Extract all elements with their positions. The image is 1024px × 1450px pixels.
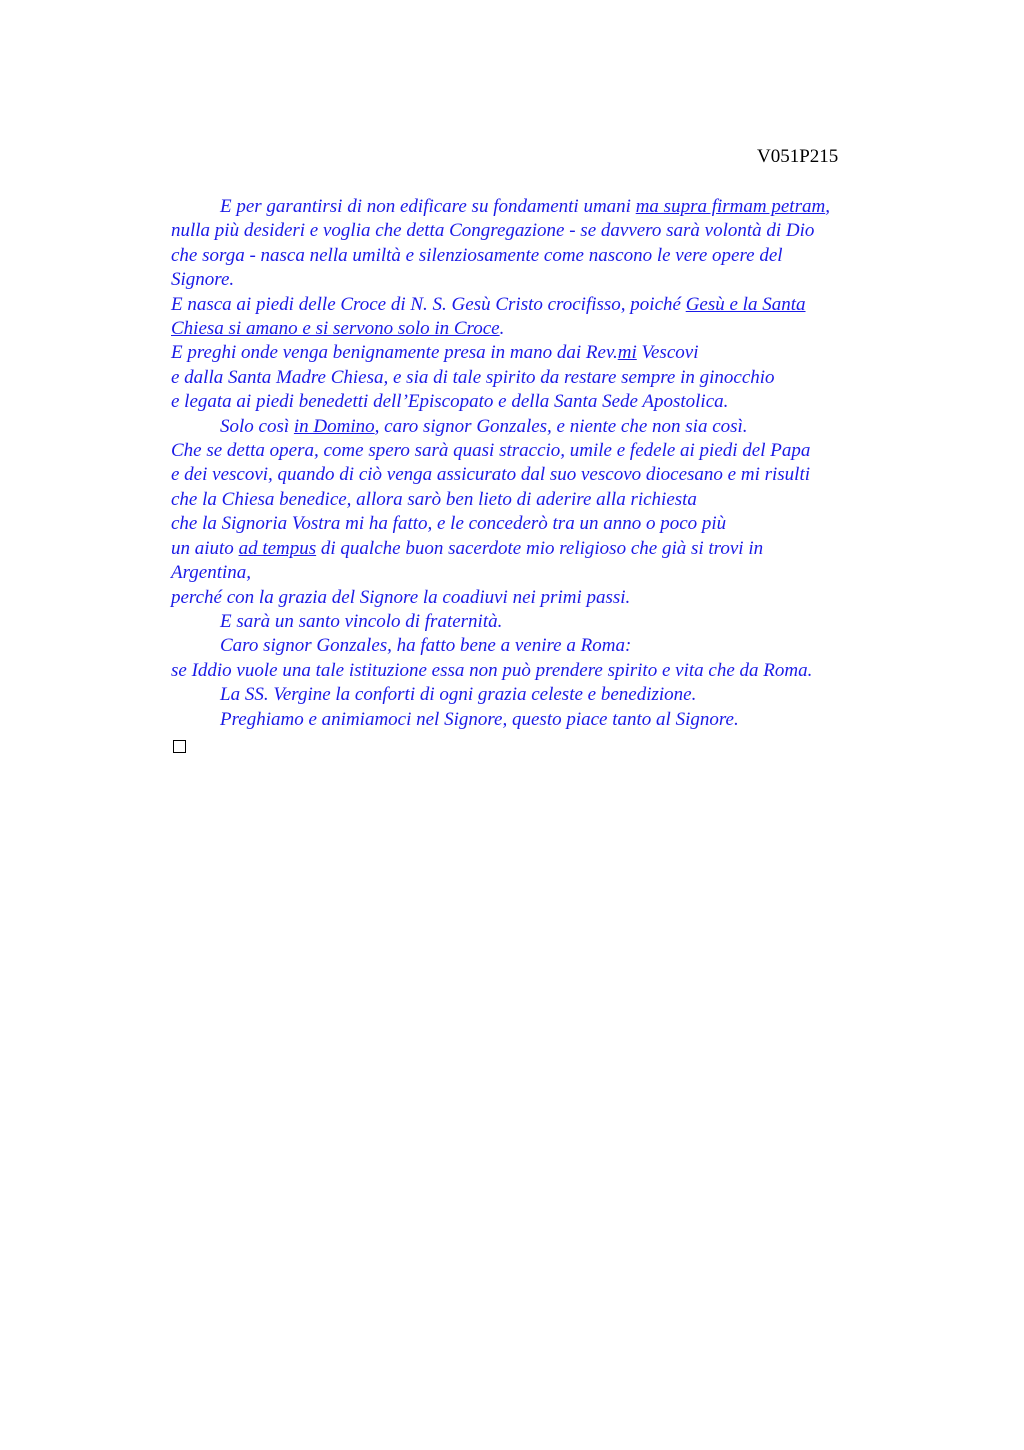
underlined-phrase: mi (617, 342, 637, 364)
text-line: che la Chiesa benedice, allora sarò ben lieto di aderire alla richiesta (171, 488, 697, 510)
underlined-phrase: Gesù e la Santa (685, 293, 806, 315)
text-line: perché con la grazia del Signore la coadiuvi nei primi passi. (171, 586, 631, 608)
text-line: e dalla Santa Madre Chiesa, e sia di tale spirito da restare sempre in ginocchio (171, 366, 775, 388)
text-line: che la Signoria Vostra mi ha fatto, e le concederò tra un anno o poco più (171, 513, 727, 535)
text-line: E per garantirsi di non edificare su fondamenti umani ma supra firmam petram, (220, 196, 830, 217)
text-line: E preghi onde venga benignamente presa in mano dai Rev.mi Vescovi (171, 342, 699, 364)
text-line: La SS. Vergine la conforti di ogni grazia celeste e benedizione. (220, 684, 697, 706)
underlined-phrase: ad tempus (238, 537, 317, 559)
letter-body (171, 195, 891, 753)
text-line: E nasca ai piedi delle Croce di N. S. Gesù Cristo crocifisso, poiché Gesù e la Santa (171, 293, 806, 315)
text-line: Solo così in Domino, caro signor Gonzales, e niente che non sia così. (220, 415, 748, 437)
text-line: Argentina, (171, 562, 252, 584)
text-line: Che se detta opera, come spero sarà quasi straccio, umile e fedele ai piedi del Papa (171, 440, 811, 462)
text-line: Preghiamo e animiamoci nel Signore, questo piace tanto al Signore. (220, 708, 739, 730)
text-line: E sarà un santo vincolo di fraternità. (220, 610, 503, 632)
text-line: Caro signor Gonzales, ha fatto bene a venire a Roma: (220, 635, 632, 657)
underlined-phrase: in Domino (293, 415, 375, 437)
text-line: e legata ai piedi benedetti dell’Episcopato e della Santa Sede Apostolica. (171, 391, 729, 413)
text-line: se Iddio vuole una tale istituzione essa non può prendere spirito e vita che da Roma. (171, 659, 813, 681)
text-line: che sorga - nasca nella umiltà e silenziosamente come nascono le vere opere del (171, 244, 783, 266)
text-line: Chiesa si amano e si servono solo in Croce. (171, 318, 505, 340)
text-line: Signore. (171, 269, 235, 291)
text-line: nulla più desideri e voglia che detta Congregazione - se davvero sarà volontà di Dio (171, 220, 815, 242)
text-line: e dei vescovi, quando di ciò venga assicurato dal suo vescovo diocesano e mi risulti (171, 464, 811, 486)
page-id: V051P215 (757, 146, 839, 167)
end-marker-box (173, 740, 186, 753)
underlined-phrase: ma supra firmam petram (635, 196, 826, 217)
underlined-phrase: Chiesa si amano e si servono solo in Croce (171, 318, 500, 340)
text-line: un aiuto ad tempus di qualche buon sacerdote mio religioso che già si trovi in (171, 537, 764, 559)
